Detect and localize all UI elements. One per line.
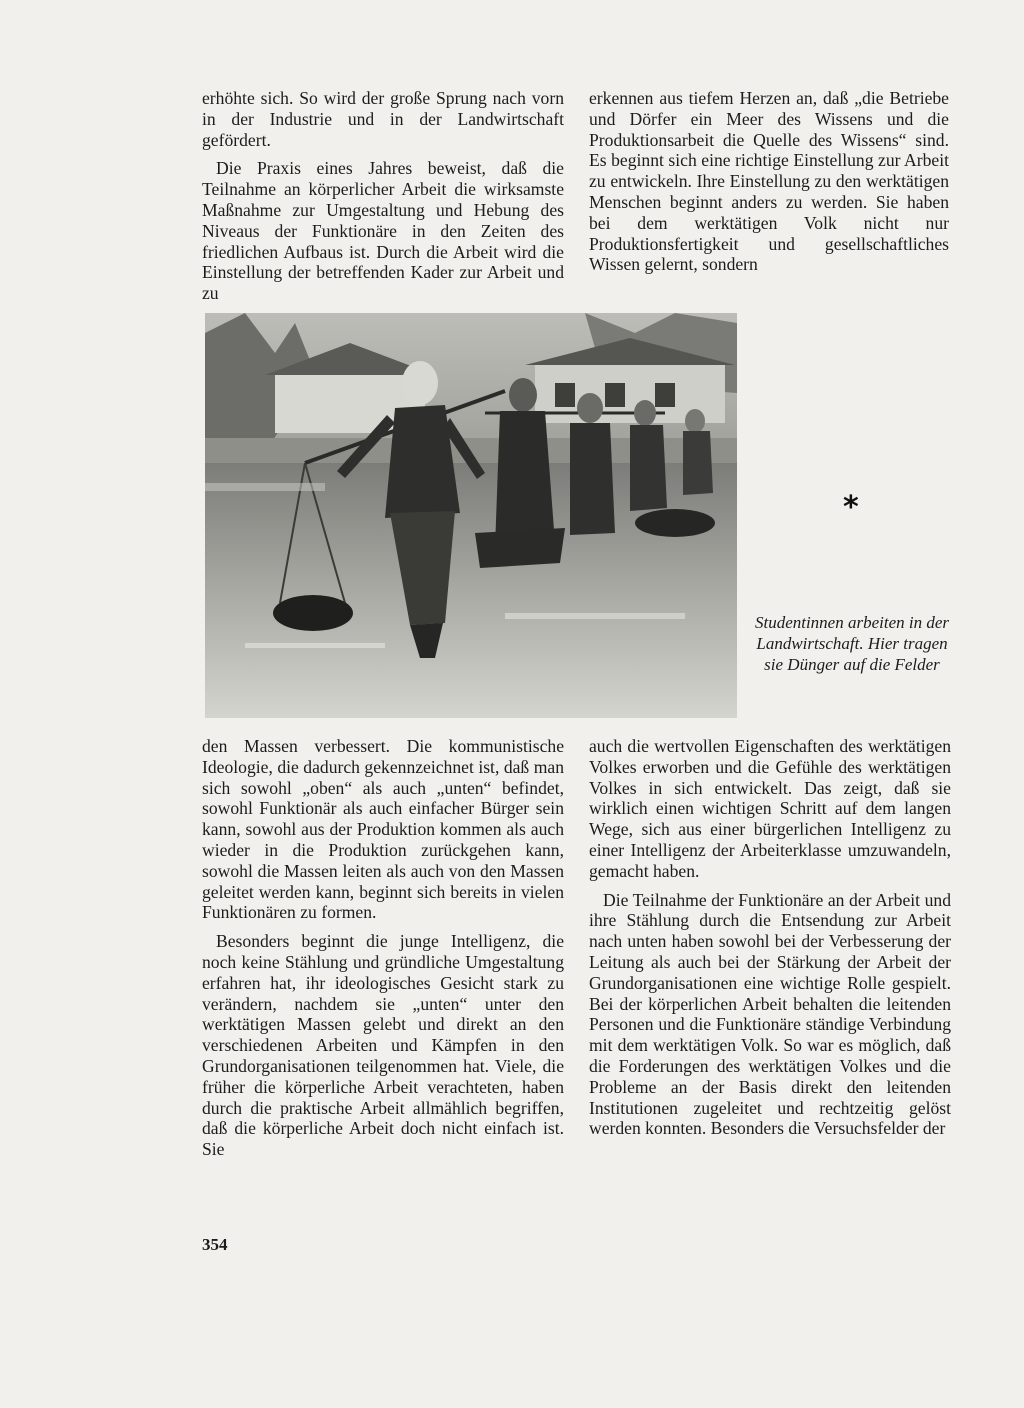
text-column-top-left xyxy=(202,88,564,304)
paragraph: erhöhte sich. So wird der große Sprung nach vorn in der Industrie und in der Landwirtschaft gefördert. xyxy=(202,88,564,150)
text-column-bottom-right xyxy=(589,736,951,1139)
paragraph: Die Praxis eines Jahres beweist, daß die Teilnahme an körperlicher Arbeit die wirksamste Maßnahme zur Umgestaltung und Hebung des Niveaus der Funktionäre in den Zeiten des friedlichen Aufbaus ist. Durch die Arbeit wird die Einstellung der betreffenden Kader zur Arbeit und zu xyxy=(202,158,564,304)
paragraph: Die Teilnahme der Funktionäre an der Arbeit und ihre Stählung durch die Entsendung zur Arbeit nach unten haben sowohl bei der Verbesserung der Leitung als auch bei der Stärkung der Arbeit der Grundorganisationen eine wichtige Rolle gespielt. Bei der körperlichen Arbeit behalten die leitenden Personen und die Funktionäre ständige Verbindung mit dem werktätigen Volk. So war es möglich, daß die Forderungen des werktätigen Volkes und die Probleme an der Basis direkt den leitenden Institutionen zugeleitet und rechtzeitig gelöst werden konnten. Besonders die Versuchsfelder der xyxy=(589,889,951,1139)
text-column-top-right xyxy=(589,88,949,275)
paragraph: Besonders beginnt die junge Intelligenz, die noch keine Stählung und gründliche Umgestaltung erfahren hat, ihr ideologisches Gesicht stark zu verändern, nachdem sie „unten“ unter den werktätigen Massen gelebt und direkt an den verschiedenen Arbeiten und Kämpfen in den Grundorganisationen teilgenommen hat. Viele, die früher die körperliche Arbeit verachteten, haben durch die praktische Arbeit allmählich begriffen, daß die körperliche Arbeit doch nicht einfach ist. Sie xyxy=(202,931,564,1160)
page-number: 354 xyxy=(202,1235,228,1254)
paragraph: auch die wertvollen Eigenschaften des werktätigen Volkes erworben und die Gefühle des werktätigen Volkes in sich entwickelt. Das zeigt, daß sie wirklich einen wichtigen Schritt auf dem langen Wege, sich aus einer bürgerlichen Intelligenz zu einer Intelligenz der Arbeiterklasse umzuwandeln, gemacht haben. xyxy=(589,736,951,881)
paragraph: erkennen aus tiefem Herzen an, daß „die Betriebe und Dörfer ein Meer des Wissens und die Produktionsarbeit die Quelle des Wissens“ sind. Es beginnt sich eine richtige Einstellung zur Arbeit zu entwickeln. Ihre Einstellung zu den werktätigen Menschen beginnt anders zu werden. Sie haben bei dem werktätigen Volk nicht nur Produktionsfertigkeit und gesellschaftliches Wissen gelernt, sondern xyxy=(589,88,949,275)
asterisk-marker: * xyxy=(843,490,859,525)
photograph-students-carrying-fertilizer xyxy=(205,313,737,718)
photo-caption: Studentinnen arbeiten in der Landwirtschaft. Hier tragen sie Dünger auf die Felder xyxy=(754,613,950,674)
text-column-bottom-left xyxy=(202,736,564,1160)
paragraph: den Massen verbessert. Die kommunistische Ideologie, die dadurch gekennzeichnet ist, daß man sich sowohl „oben“ als auch „unten“ befindet, sowohl Funktionär als auch einfacher Bürger sein kann, sowohl aus der Produktion kommen als auch wieder in die Produktion zurückgehen kann, sowohl die Massen leiten als auch von den Massen geleitet werden kann, beginnt sich bereits in vielen Funktionären zu formen. xyxy=(202,736,564,923)
